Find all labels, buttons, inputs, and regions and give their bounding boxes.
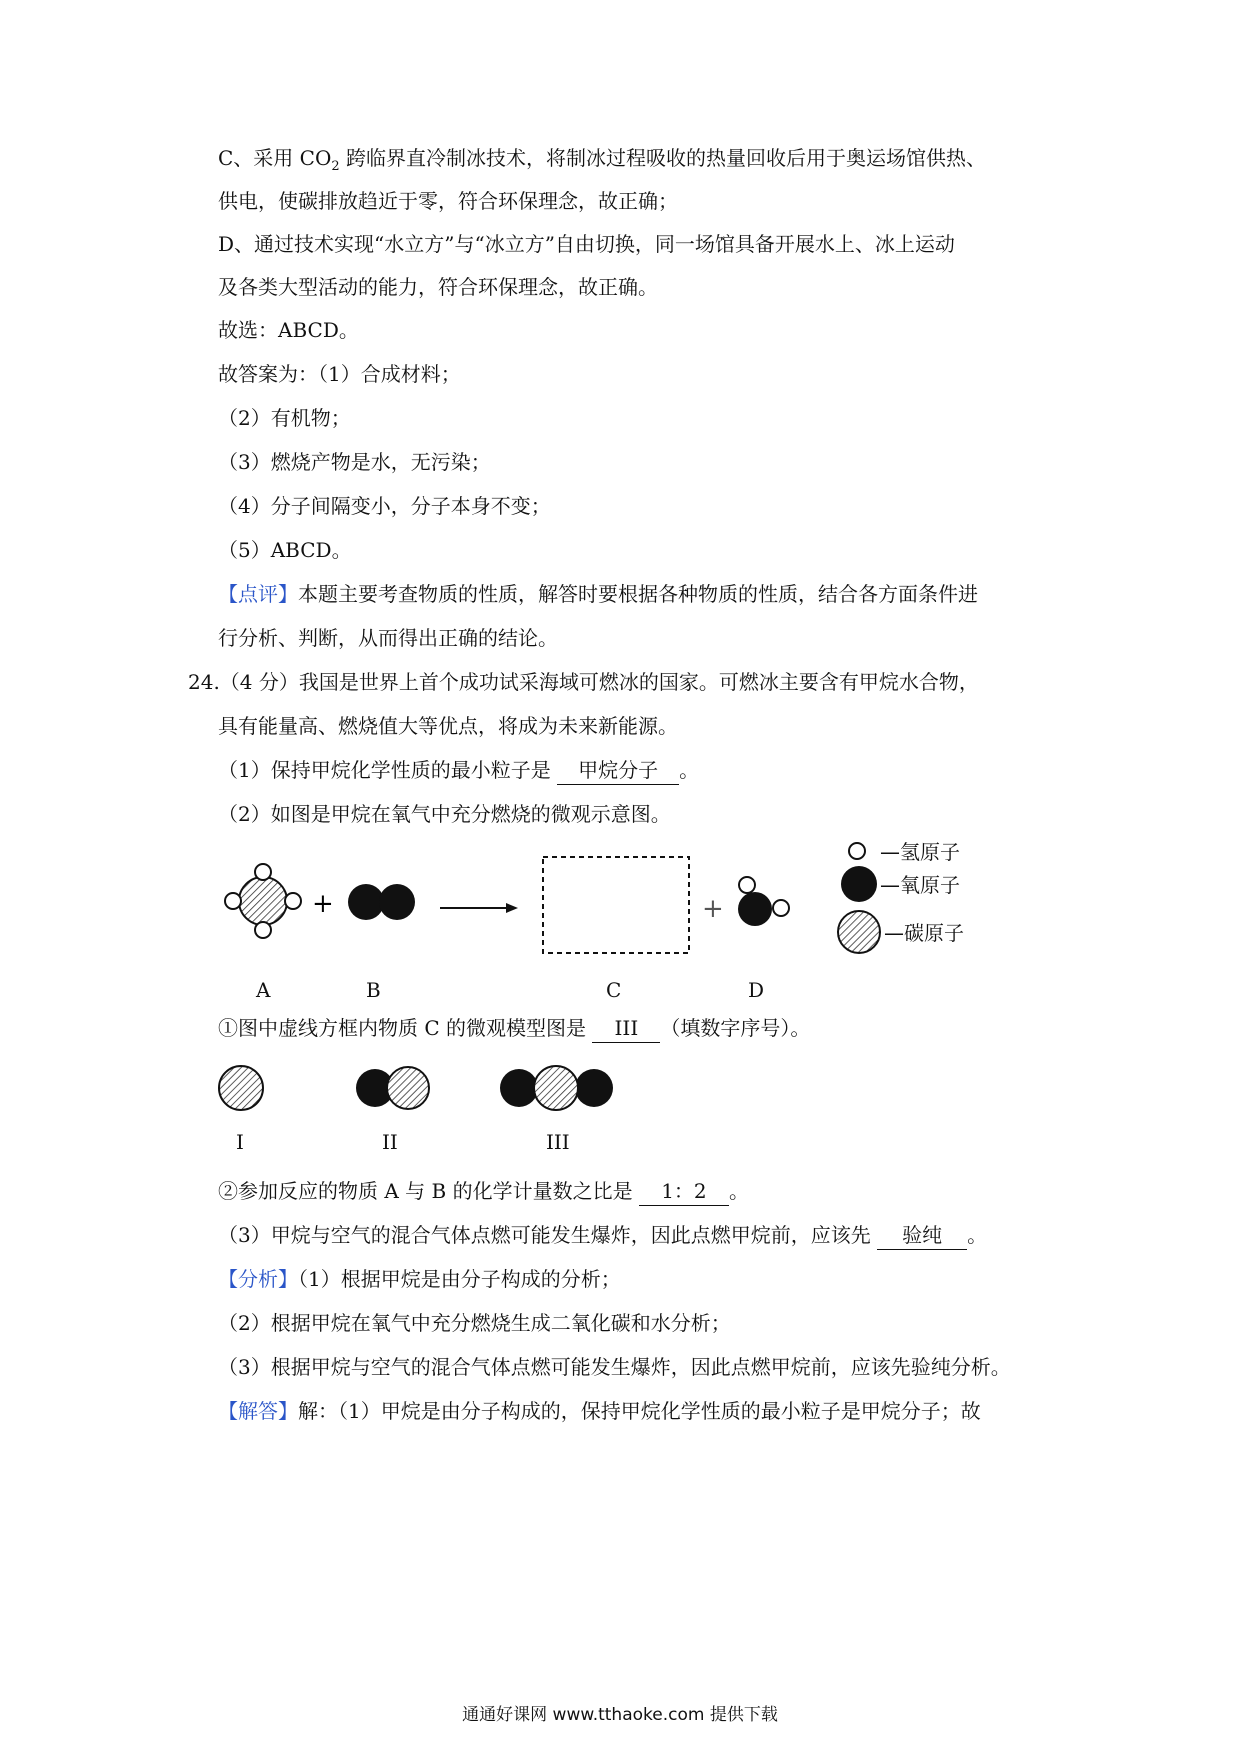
water-molecule-d [738, 877, 789, 926]
comment-tag: 【点评】 [218, 582, 298, 606]
option-label-ii: II [382, 1130, 398, 1154]
text-line: 供电，使碳排放趋近于零，符合环保理念，故正确； [218, 189, 678, 213]
solution-line: 【解答】解：（1）甲烷是由分子构成的，保持甲烷化学性质的最小粒子是甲烷分子；故 [218, 1399, 981, 1423]
sub-item-2: ②参加反应的物质 A 与 B 的化学计量数之比是 1：2 。 [218, 1177, 749, 1206]
sub-question-1: （1）保持甲烷化学性质的最小粒子是 甲烷分子 。 [218, 756, 699, 785]
text-line: 及各类大型活动的能力，符合环保理念，故正确。 [218, 275, 658, 299]
oxygen-legend-icon [841, 866, 877, 902]
methane-molecule-a [225, 864, 301, 938]
label-d: D [748, 978, 765, 1002]
sub-item-1: ①图中虚线方框内物质 C 的微观模型图是 III （填数字序号）。 [218, 1014, 810, 1043]
legend-oxygen: —氧原子 [880, 873, 960, 897]
text-line: 行分析、判断，从而得出正确的结论。 [218, 626, 558, 650]
comment-line: 【点评】本题主要考查物质的性质，解答时要根据各种物质的性质，结合各方面条件进 [218, 582, 978, 606]
question-24: 24.（4 分）我国是世界上首个成功试采海域可燃冰的国家。可燃冰主要含有甲烷水合物， [188, 670, 979, 694]
reaction-arrow [440, 903, 518, 913]
text-line-d: D、通过技术实现“水立方”与“冰立方”自由切换，同一场馆具备开展水上、冰上运动 [218, 232, 955, 256]
model-option-ii [356, 1067, 429, 1109]
text-line: （5）ABCD。 [218, 538, 352, 562]
legend [838, 843, 880, 953]
sub-question-3: （3）甲烷与空气的混合气体点燃可能发生爆炸，因此点燃甲烷前，应该先 验纯 。 [218, 1221, 987, 1250]
text-line: 故选：ABCD。 [218, 318, 359, 342]
plus-sign: + [702, 894, 724, 924]
text-line: （2）有机物； [218, 406, 351, 430]
text-line: （2）根据甲烷在氧气中充分燃烧生成二氧化碳和水分析； [218, 1311, 731, 1335]
answer-blank: 1：2 [639, 1177, 729, 1206]
oxygen-molecule-b [348, 884, 415, 920]
footer: 通通好课网 www.tthaoke.com 提供下载 [462, 1705, 778, 1725]
text-line: （3）燃烧产物是水，无污染； [218, 450, 491, 474]
label-b: B [366, 978, 381, 1002]
model-option-i [219, 1066, 263, 1110]
carbon-legend-icon [838, 911, 880, 953]
sub-question-2: （2）如图是甲烷在氧气中充分燃烧的微观示意图。 [218, 802, 671, 826]
answer-blank: III [592, 1014, 660, 1043]
legend-hydrogen: —氢原子 [880, 840, 960, 864]
analysis-tag: 【分析】 [218, 1267, 298, 1291]
hydrogen-legend-icon [849, 843, 865, 859]
model-option-iii [500, 1066, 613, 1110]
text-line: 故答案为：（1）合成材料； [218, 362, 461, 386]
option-label-i: I [236, 1130, 244, 1154]
text-line-c: C、采用 $CO_2$ 跨临界直冷制冰技术，将制冰过程吸收的热量回收后用于奥运场馆供热、 [218, 146, 986, 174]
solution-tag: 【解答】 [218, 1399, 298, 1423]
label-a: A [256, 978, 271, 1002]
plus-sign: + [312, 889, 334, 919]
label-c: C [606, 978, 622, 1002]
product-c-box [543, 857, 689, 953]
answer-blank: 验纯 [877, 1221, 967, 1250]
answer-blank: 甲烷分子 [557, 756, 679, 785]
legend-carbon: —碳原子 [884, 921, 964, 945]
text-line: 具有能量高、燃烧值大等优点，将成为未来新能源。 [218, 714, 678, 738]
analysis-line: 【分析】（1）根据甲烷是由分子构成的分析； [218, 1267, 621, 1291]
text-line: （4）分子间隔变小，分子本身不变； [218, 494, 551, 518]
option-label-iii: III [546, 1130, 570, 1154]
text-line: （3）根据甲烷与空气的混合气体点燃可能发生爆炸，因此点燃甲烷前，应该先验纯分析。 [218, 1355, 1011, 1379]
